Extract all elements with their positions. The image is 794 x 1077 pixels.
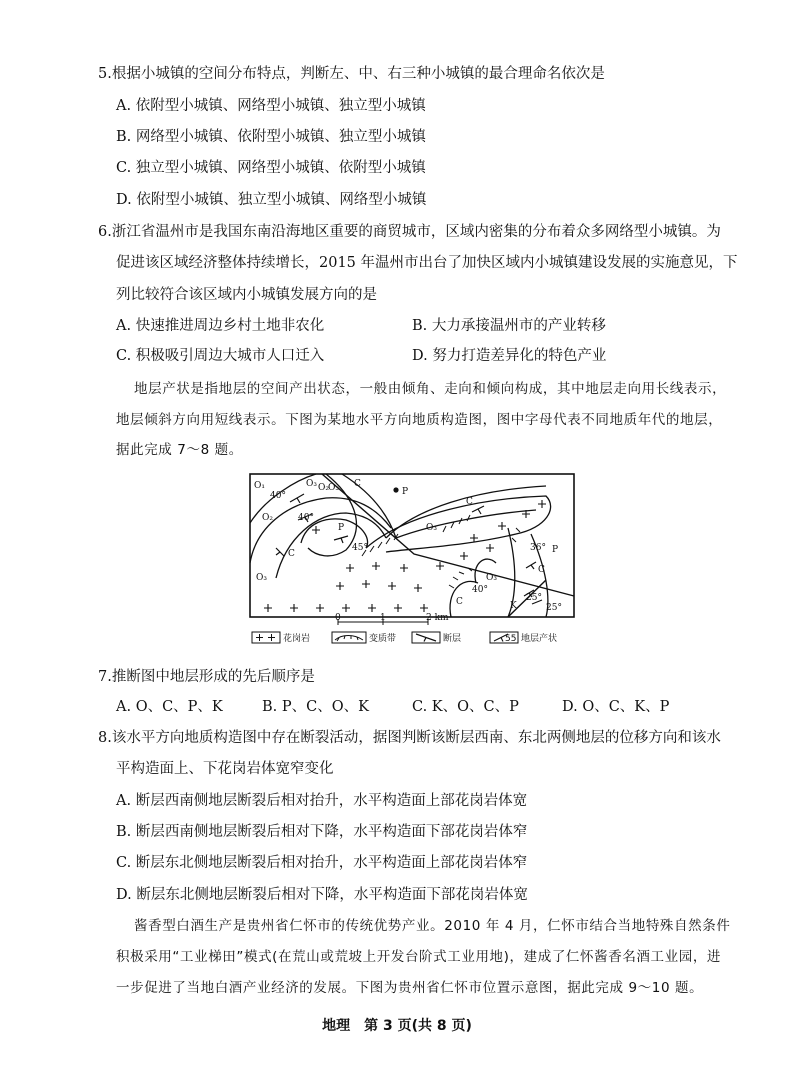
geology-map-figure	[246, 468, 578, 650]
q8-option-a: A. 断层西南侧地层断裂后相对抬升，水平构造面上部花岗岩体宽	[116, 793, 528, 809]
scale-bar	[335, 613, 449, 625]
label-o3-e: O₃	[486, 573, 497, 583]
label-p-1: P	[338, 523, 345, 533]
q7-option-b: B. P、C、O、K	[262, 699, 369, 715]
q6-option-b: B. 大力承接温州市的产业转移	[412, 318, 606, 334]
q8-stem-line-1: 8.该水平方向地质构造图中存在断裂活动，据图判断该断层西南、东北两侧地层的位移方向和该水	[98, 730, 721, 746]
label-o3-d: O₃	[426, 523, 437, 533]
q8-option-c: C. 断层东北侧地层断裂后相对抬升，水平构造面上部花岗岩体窄	[116, 855, 528, 871]
label-c-4: C	[538, 565, 545, 575]
scale-one: 1	[380, 613, 386, 623]
legend	[252, 632, 557, 644]
q6-option-c: C. 积极吸引周边大城市人口迁入	[116, 348, 325, 364]
label-o1: O₁	[254, 481, 265, 491]
label-45: 45°	[352, 543, 368, 553]
page-footer: 地理 第 3 页(共 8 页)	[322, 1018, 472, 1034]
passage2-line-3: 一步促进了当地白酒产业经济的发展。下图为贵州省仁怀市位置示意图，据此完成 9～10 题。	[116, 980, 704, 996]
q8-option-b: B. 断层西南侧地层断裂后相对下降，水平构造面下部花岗岩体窄	[116, 824, 528, 840]
label-c-2: C	[288, 549, 295, 559]
label-25-a: 25°	[526, 593, 542, 603]
label-40-b: 40°	[298, 513, 314, 523]
q6-option-d: D. 努力打造差异化的特色产业	[412, 348, 607, 364]
q5-option-c: C. 独立型小城镇、网络型小城镇、依附型小城镇	[116, 160, 426, 176]
q7-stem: 7.推断图中地层形成的先后顺序是	[98, 669, 315, 685]
label-25-b: 25°	[546, 603, 562, 613]
passage1-line-3: 据此完成 7～8 题。	[116, 442, 243, 458]
q6-stem-line-3: 列比较符合该区域内小城镇发展方向的是	[116, 287, 377, 303]
scale-zero: 0	[335, 613, 341, 623]
q7-option-d: D. O、C、K、P	[562, 699, 670, 715]
q5-option-a: A. 依附型小城镇、网络型小城镇、独立型小城镇	[116, 98, 426, 114]
label-o3-b: O₃	[328, 483, 339, 493]
geology-map-svg	[246, 468, 578, 650]
q5-option-d: D. 依附型小城镇、独立型小城镇、网络型小城镇	[116, 192, 427, 208]
passage2-line-2: 积极采用“工业梯田”模式(在荒山或荒坡上开发台阶式工业用地)，建成了仁怀酱香名酒工业园，进	[116, 949, 722, 965]
legend-attitude-value: 55	[505, 634, 517, 644]
q6-option-a: A. 快速推进周边乡村土地非农化	[116, 318, 325, 334]
label-p-dot: P	[402, 487, 409, 497]
label-p-2: P	[552, 545, 559, 555]
q8-option-d: D. 断层东北侧地层断裂后相对下降，水平构造面下部花岗岩体宽	[116, 887, 528, 903]
strata-boundaries	[250, 474, 551, 617]
passage1-line-2: 地层倾斜方向用短线表示。下图为某地水平方向地质构造图，图中字母代表不同地质年代的地层，	[116, 412, 723, 428]
scale-two: 2 km	[426, 613, 449, 623]
q7-option-c: C. K、O、C、P	[412, 699, 519, 715]
point-p-dot	[393, 487, 398, 492]
legend-granite: 花岗岩	[283, 634, 311, 644]
q6-stem-line-2: 促进该区域经济整体持续增长，2015 年温州市出台了加快区域内小城镇建设发展的实施意见，下	[116, 255, 738, 271]
label-c-3: C	[466, 497, 473, 507]
label-c-5: C	[456, 597, 463, 607]
map-labels	[254, 479, 562, 613]
q6-stem-line-1: 6.浙江省温州市是我国东南沿海地区重要的商贸城市，区域内密集的分布着众多网络型小城镇。为	[98, 224, 721, 240]
q5-option-b: B. 网络型小城镇、依附型小城镇、独立型小城镇	[116, 129, 426, 145]
label-k: K	[510, 601, 517, 611]
passage2-line-1: 酱香型白酒生产是贵州省仁怀市的传统优势产业。2010 年 4 月，仁怀市结合当地特殊自然条件	[134, 918, 731, 934]
label-c-1: C	[354, 479, 361, 489]
label-40-a: 40°	[270, 491, 286, 501]
legend-fault: 断层	[443, 634, 462, 644]
passage1-line-1: 地层产状是指地层的空间产出状态，一般由倾角、走向和倾向构成，其中地层走向用长线表示，	[134, 381, 727, 397]
label-o3-c: O₃	[256, 573, 267, 583]
label-o3-a: O₃	[306, 479, 317, 489]
q5-stem: 5.根据小城镇的空间分布特点，判断左、中、右三种小城镇的最合理命名依次是	[98, 66, 605, 82]
legend-metamorphic: 变质带	[369, 634, 397, 644]
q7-option-a: A. O、C、P、K	[116, 699, 223, 715]
q8-stem-line-2: 平构造面上、下花岗岩体宽窄变化	[116, 761, 334, 777]
label-36: 36°	[530, 543, 546, 553]
label-40-c: 40°	[472, 585, 488, 595]
legend-attitude: 地层产状	[521, 634, 558, 644]
label-o2-a: O₂	[318, 483, 329, 493]
label-o2-b: O₂	[262, 513, 273, 523]
